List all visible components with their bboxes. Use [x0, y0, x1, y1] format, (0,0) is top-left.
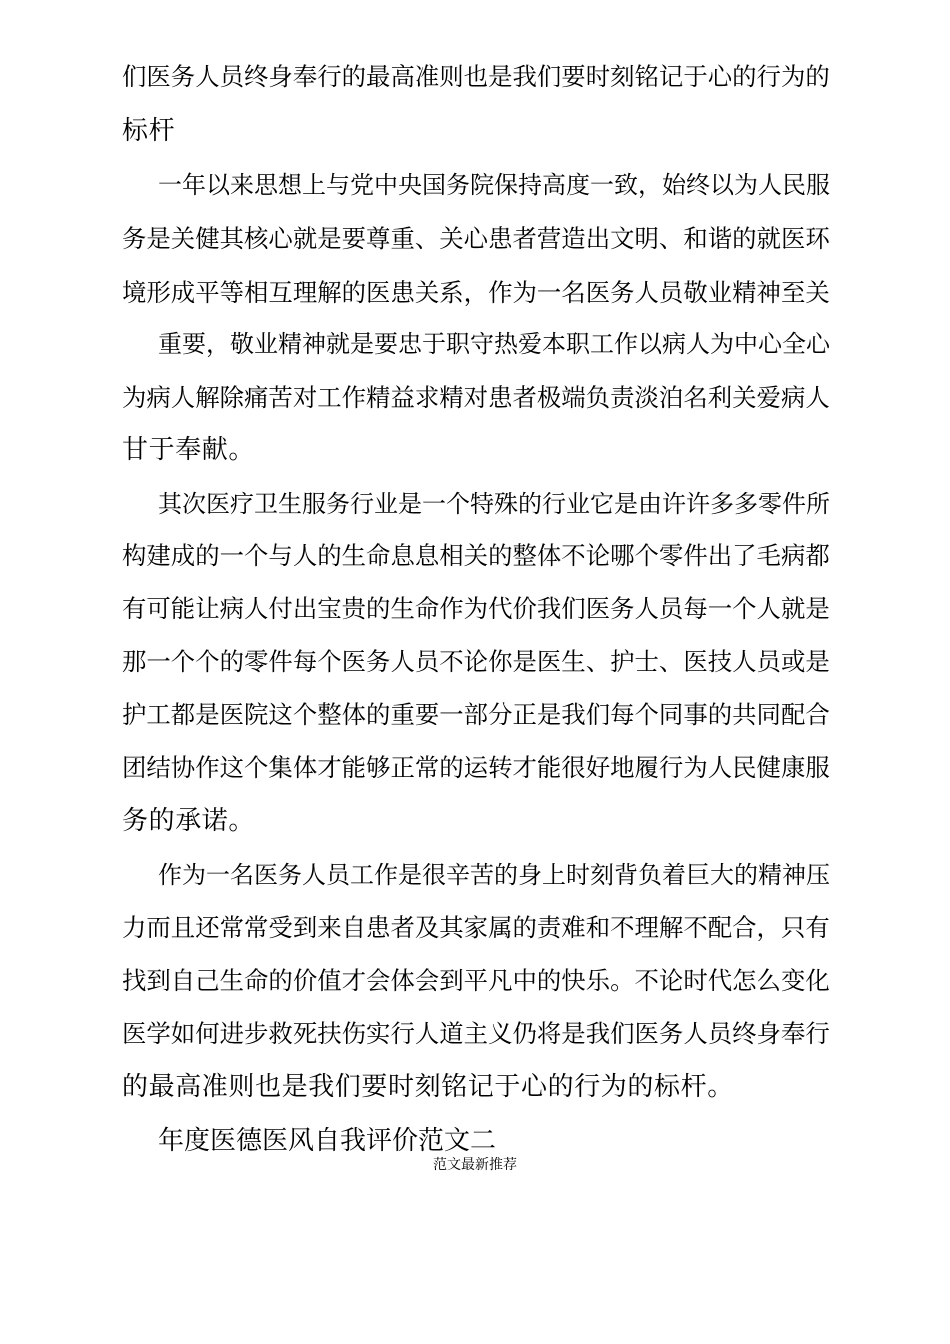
text-line: 甘于奉献。 — [122, 435, 256, 465]
text-line: 为病人解除痛苦对工作精益求精对患者极端负责淡泊名利关爱病人 — [122, 383, 830, 412]
text-line: 构建成的一个与人的生命息息相关的整体不论哪个零件出了毛病都 — [122, 541, 830, 570]
paragraph-start-line: 作为一名医务人员工作是很辛苦的身上时刻背负着巨大的精神压 — [158, 861, 830, 889]
text-line: 务是关健其核心就是要尊重、关心患者营造出文明、和谐的就医环 — [122, 224, 830, 253]
text-line: 找到自己生命的价值才会体会到平凡中的快乐。不论时代怎么变化 — [122, 966, 830, 995]
text-line: 的最高准则也是我们要时刻铭记于心的行为的标杆。 — [122, 1072, 734, 1102]
text-line: 医学如何进步救死扶伤实行人道主义仍将是我们医务人员终身奉行 — [122, 1019, 830, 1048]
text-line: 有可能让病人付出宝贵的生命作为代价我们医务人员每一个人就是 — [122, 594, 830, 623]
text-line: 团结协作这个集体才能够正常的运转才能很好地履行为人民健康服 — [122, 753, 830, 782]
paragraph-start-line: 重要，敬业精神就是要忠于职守热爱本职工作以病人为中心全心 — [158, 330, 830, 358]
section-heading: 年度医德医风自我评价范文二 — [158, 1126, 497, 1156]
text-line: 标杆 — [122, 116, 176, 146]
text-line: 境形成平等相互理解的医患关系，作为一名医务人员敬业精神至关 — [122, 278, 830, 307]
text-line: 护工都是医院这个整体的重要一部分正是我们每个同事的共同配合 — [122, 700, 830, 729]
paragraph-start-line: 其次医疗卫生服务行业是一个特殊的行业它是由许许多多零件所 — [158, 490, 830, 518]
page-footer: 范文最新推荐 — [433, 1157, 517, 1173]
text-line: 务的承诺。 — [122, 806, 256, 836]
text-line: 力而且还常常受到来自患者及其家属的责难和不理解不配合，只有 — [122, 913, 830, 942]
paragraph-start-line: 一年以来思想上与党中央国务院保持高度一致，始终以为人民服 — [158, 171, 830, 199]
text-line: 们医务人员终身奉行的最高准则也是我们要时刻铭记于心的行为的 — [122, 62, 830, 91]
text-line: 那一个个的零件每个医务人员不论你是医生、护士、医技人员或是 — [122, 647, 830, 676]
